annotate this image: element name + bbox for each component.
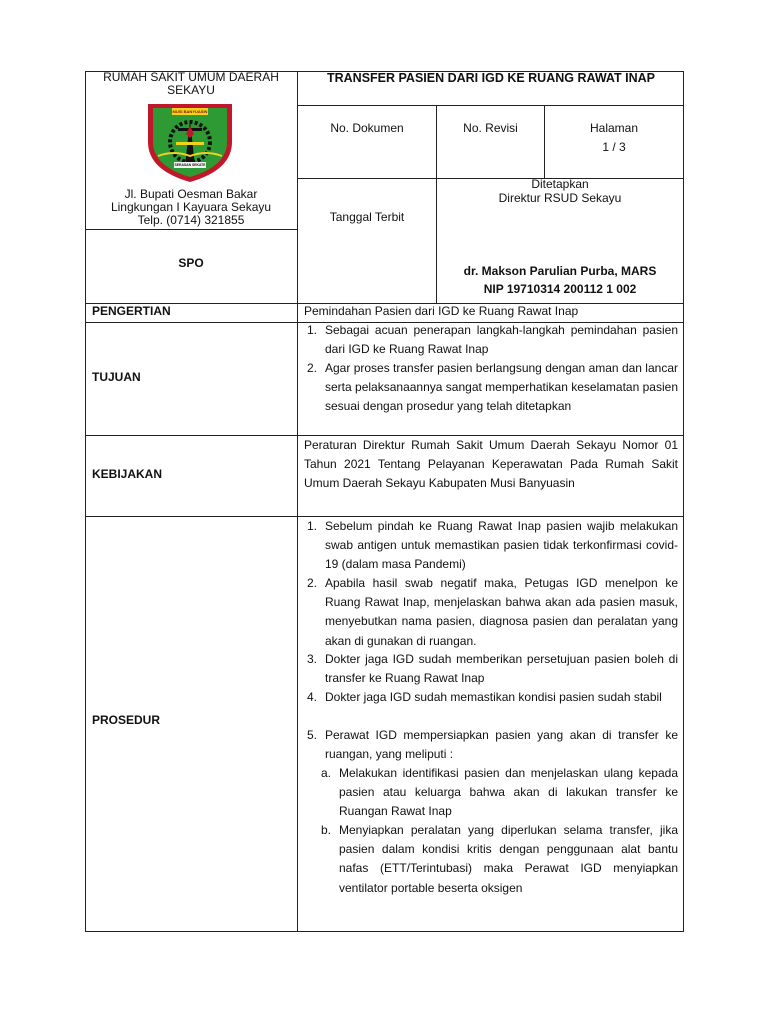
document-title: TRANSFER PASIEN DARI IGD KE RUANG RAWAT INAP <box>326 71 656 85</box>
logo-text: MUSI BANYUASIN <box>172 109 208 114</box>
kebijakan-label: KEBIJAKAN <box>92 467 163 481</box>
prosedur-subitem-text: Melakukan identifikasi pasien dan menjelaskan ulang kepada pasien atau keluarga bahwa akan di lakukan transfer ke Ruangan Rawat Inap <box>339 766 678 819</box>
address-phone: Telp. (0714) 321855 <box>137 213 245 227</box>
spo-top-line <box>85 229 297 230</box>
prosedur-item <box>307 650 678 689</box>
spo-document <box>85 71 684 932</box>
address-line-1: Jl. Bupati Oesman Bakar <box>124 187 258 201</box>
tujuan-item <box>307 359 678 436</box>
halaman-value: 1 / 3 <box>602 140 626 154</box>
signer-name: dr. Makson Parulian Purba, MARS <box>463 264 657 278</box>
tujuan-item-text: Agar proses transfer pasien berlangsung dengan aman dan lancar serta pelaksanaannya sangat memperhatikan keselamatan pasien sesuai dengan prosedur yang telah ditetapkan <box>325 361 678 414</box>
prosedur-item-text: Perawat IGD mempersiapkan pasien yang akan di transfer ke ruangan, yang meliputi : <box>325 728 678 762</box>
prosedur-item-number: 3. <box>307 652 318 666</box>
border-bottom <box>85 931 684 932</box>
ditetapkan-label: Ditetapkan <box>531 177 589 191</box>
border-right <box>683 71 684 932</box>
prosedur-item-text: Apabila hasil swab negatif maka, Petugas IGD menelpon ke Ruang Rawat Inap, menjelaskan bahwa akan ada pasien masuk, menyebutkan nama pasien, diagnosa pasien dan peralatan yang akan di gunakan di ruangan. <box>325 576 678 648</box>
prosedur-item-text: Sebelum pindah ke Ruang Rawat Inap pasien wajib melakukan swab antigen untuk memastikan pasien tidak terkonfirmasi covid-19 (dalam masa Pandemi) <box>325 519 678 572</box>
prosedur-item-number: 5. <box>307 728 318 742</box>
tanggal-terbit-label: Tanggal Terbit <box>329 210 405 224</box>
no-dokumen-label: No. Dokumen <box>330 121 404 135</box>
address-line-2: Lingkungan I Kayuara Sekayu <box>110 200 272 214</box>
column-divider <box>297 71 298 932</box>
prosedur-subitem-letter: b. <box>321 823 332 837</box>
doc-col-line-1 <box>436 105 437 179</box>
prosedur-item <box>307 688 678 727</box>
kebijakan-text: Peraturan Direktur Rumah Sakit Umum Daerah Sekayu Nomor 01 Tahun 2021 Tentang Pelayanan Keperawatan Pada Rumah Sakit Umum Daerah Sekayu Kabupaten Musi Banyuasin <box>304 438 678 491</box>
prosedur-item <box>307 574 678 651</box>
prosedur-item <box>307 517 678 575</box>
no-revisi-label: No. Revisi <box>463 121 518 135</box>
logo-motto: SERASAN SEKATE <box>174 163 206 167</box>
spo-label: SPO <box>178 256 204 270</box>
title-underline <box>297 105 684 106</box>
prosedur-subitem-text: Menyiapkan peralatan yang diperlukan selama transfer, jika pasien dalam kondisi kritis dengan penggunaan alat bantu nafas (ETT/Terintubasi) maka Perawat IGD menyiapkan ventilator portable beserta oksigen <box>339 823 678 895</box>
hospital-name: RUMAH SAKIT UMUM DAERAH SEKAYU <box>103 70 279 97</box>
tujuan-label: TUJUAN <box>92 370 141 384</box>
ditetapkan-by: Direktur RSUD Sekayu <box>498 191 622 205</box>
pengertian-text: Pemindahan Pasien dari IGD ke Ruang Rawat Inap <box>304 304 579 318</box>
prosedur-label: PROSEDUR <box>92 713 161 727</box>
border-left <box>85 71 86 932</box>
prosedur-item-number: 4. <box>307 690 318 704</box>
prosedur-item-number: 1. <box>307 519 318 533</box>
prosedur-item-text: Dokter jaga IGD sudah memberikan persetujuan pasien boleh di transfer ke Ruang Rawat Inap <box>325 652 678 686</box>
halaman-label: Halaman <box>589 121 639 135</box>
prosedur-item <box>307 726 678 765</box>
tujuan-item-number: 1. <box>307 323 318 337</box>
tujuan-item-number: 2. <box>307 361 318 375</box>
pengertian-label: PENGERTIAN <box>92 304 171 318</box>
prosedur-subitem-letter: a. <box>321 766 332 780</box>
prosedur-item-text: Dokter jaga IGD sudah memastikan kondisi pasien sudah stabil <box>325 690 662 704</box>
prosedur-subitem <box>321 821 678 917</box>
prosedur-subitem <box>321 764 678 822</box>
tujuan-item-text: Sebagai acuan penerapan langkah-langkah pemindahan pasien dari IGD ke Ruang Rawat Inap <box>325 323 678 357</box>
prosedur-item-number: 2. <box>307 576 318 590</box>
signer-nip: NIP 19710314 200112 1 002 <box>483 282 637 296</box>
tujuan-item <box>307 321 678 360</box>
hospital-logo <box>144 98 236 184</box>
